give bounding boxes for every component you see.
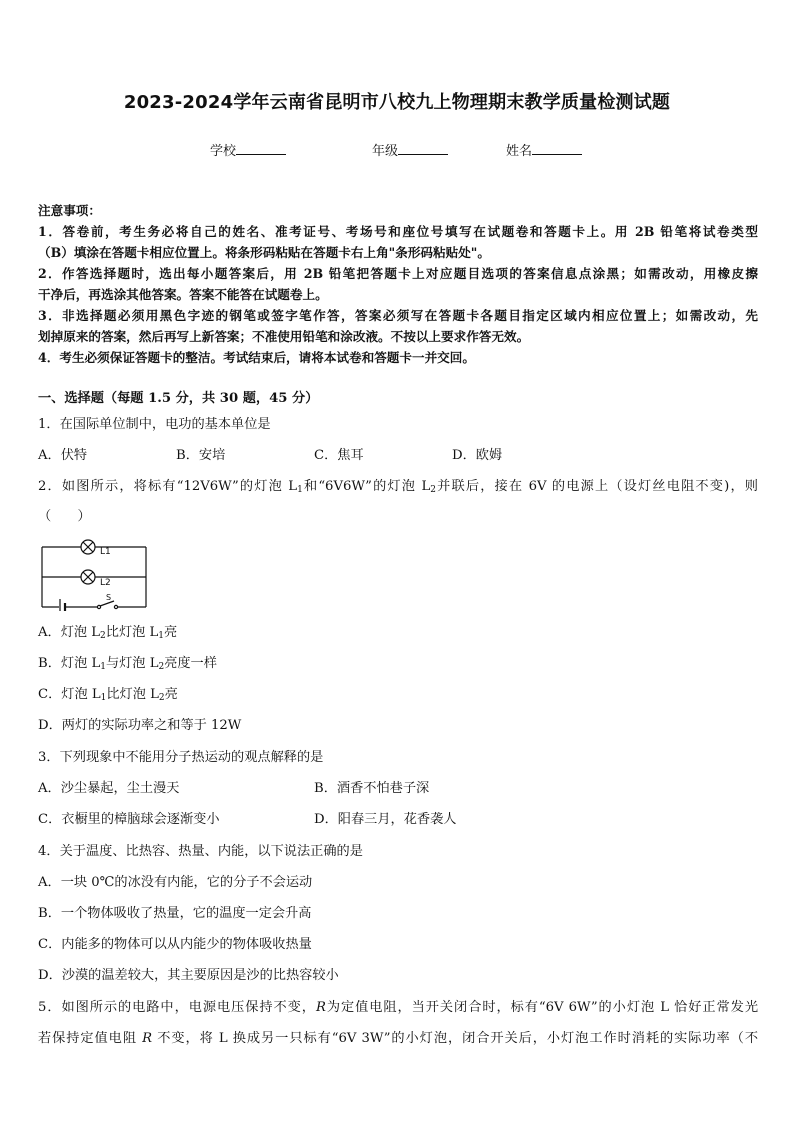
page-title: 2023-2024学年云南省昆明市八校九上物理期末教学质量检测试题 (123, 92, 671, 113)
q5-stem-line-2: 若保持定值电阻 R 不变，将 L 换成另一只标有“6V 3W”的小灯泡，闭合开关后，小灯泡工作时消耗的实际功率（不 (38, 1031, 759, 1046)
grade-field[interactable] (372, 140, 448, 159)
note-line-3: 2．作答选择题时，选出每小题答案后，用 2B 铅笔把答题卡上对应题目选项的答案信息点涂黑；如需改动，用橡皮擦 (38, 266, 758, 281)
q2-option-d[interactable]: D．两灯的实际功率之和等于 12W (38, 718, 242, 733)
q4-stem: 4．关于温度、比热容、热量、内能，以下说法正确的是 (38, 844, 363, 859)
q4-option-b[interactable]: B．一个物体吸收了热量，它的温度一定会升高 (38, 906, 312, 921)
q3-option-a[interactable]: A．沙尘暴起，尘土漫天 (38, 781, 180, 796)
note-line-4: 干净后，再选涂其他答案。答案不能答在试题卷上。 (38, 287, 328, 302)
q1-option-d[interactable]: D．欧姆 (452, 448, 503, 463)
q3-option-c[interactable]: C．衣橱里的樟脑球会逐渐变小 (38, 812, 220, 827)
q3-stem: 3．下列现象中不能用分子热运动的观点解释的是 (38, 750, 324, 765)
lamp-l2-icon (81, 570, 95, 584)
q1-option-c[interactable]: C．焦耳 (314, 448, 364, 463)
note-line-6: 划掉原来的答案，然后再写上新答案；不准使用铅笔和涂改液。不按以上要求作答无效。 (38, 329, 530, 344)
q3-option-b[interactable]: B．酒香不怕巷子深 (314, 781, 430, 796)
q2-option-a[interactable]: A．灯泡 $L_2$比灯泡 $L_1$亮 (38, 625, 178, 641)
switch-label: S (106, 593, 112, 602)
note-line-2: （B）填涂在答题卡相应位置上。将条形码粘贴在答题卡右上角"条形码粘贴处"。 (38, 245, 490, 260)
notes-heading: 注意事项： (38, 203, 101, 218)
lamp-l1-icon (81, 540, 95, 554)
lamp-l1-label: L1 (100, 547, 111, 557)
grade-blank[interactable] (398, 140, 448, 155)
grade-label: 年级 (372, 144, 399, 159)
name-field[interactable] (506, 140, 582, 159)
note-line-5: 3．非选择题必须用黑色字迹的钢笔或签字笔作答，答案必须写在答题卡各题目指定区域内相应位置上；如需改动，先 (38, 308, 758, 323)
q2-stem: 2．如图所示，将标有“12V6W”的灯泡 $L_1$和“6V6W”的灯泡 $L_2$并联后，接在 6V 的电源上（设灯丝电阻不变)，则 (38, 479, 758, 495)
section-heading: 一、选择题（每题 1.5 分，共 30 题，45 分） (38, 391, 319, 406)
q2-circuit-diagram (36, 537, 152, 611)
school-field[interactable] (210, 140, 286, 159)
switch-icon (97, 601, 117, 609)
name-blank[interactable] (532, 140, 582, 155)
q4-option-d[interactable]: D．沙漠的温差较大，其主要原因是沙的比热容较小 (38, 968, 339, 983)
q4-option-c[interactable]: C．内能多的物体可以从内能少的物体吸收热量 (38, 937, 312, 952)
q5-stem-line-1: 5．如图所示的电路中，电源电压保持不变，R为定值电阻，当开关闭合时，标有“6V 6W”的小灯泡 L 恰好正常发光 (38, 1000, 759, 1015)
q1-stem: 1．在国际单位制中，电功的基本单位是 (38, 417, 271, 432)
name-label: 姓名 (506, 144, 533, 159)
q1-option-b[interactable]: B．安培 (176, 448, 226, 463)
school-label: 学校 (210, 144, 237, 159)
q2-option-c[interactable]: C．灯泡 $L_1$比灯泡 $L_2$亮 (38, 687, 178, 703)
q2-option-b[interactable]: B．灯泡 $L_1$与灯泡 $L_2$亮度一样 (38, 656, 217, 672)
battery-icon (60, 599, 65, 611)
note-line-7: 4．考生必须保证答题卡的整洁。考试结束后，请将本试卷和答题卡一并交回。 (38, 350, 475, 365)
school-blank[interactable] (236, 140, 286, 155)
q1-option-a[interactable]: A．伏特 (38, 448, 88, 463)
lamp-l2-label: L2 (100, 578, 111, 588)
q3-option-d[interactable]: D．阳春三月，花香袭人 (314, 812, 457, 827)
note-line-1: 1．答卷前，考生务必将自己的姓名、准考证号、考场号和座位号填写在试题卷和答题卡上。用 2B 铅笔将试卷类型 (38, 224, 758, 239)
q2-answer-paren: （ ） (38, 509, 91, 524)
q4-option-a[interactable]: A．一块 0℃的冰没有内能，它的分子不会运动 (38, 875, 313, 890)
